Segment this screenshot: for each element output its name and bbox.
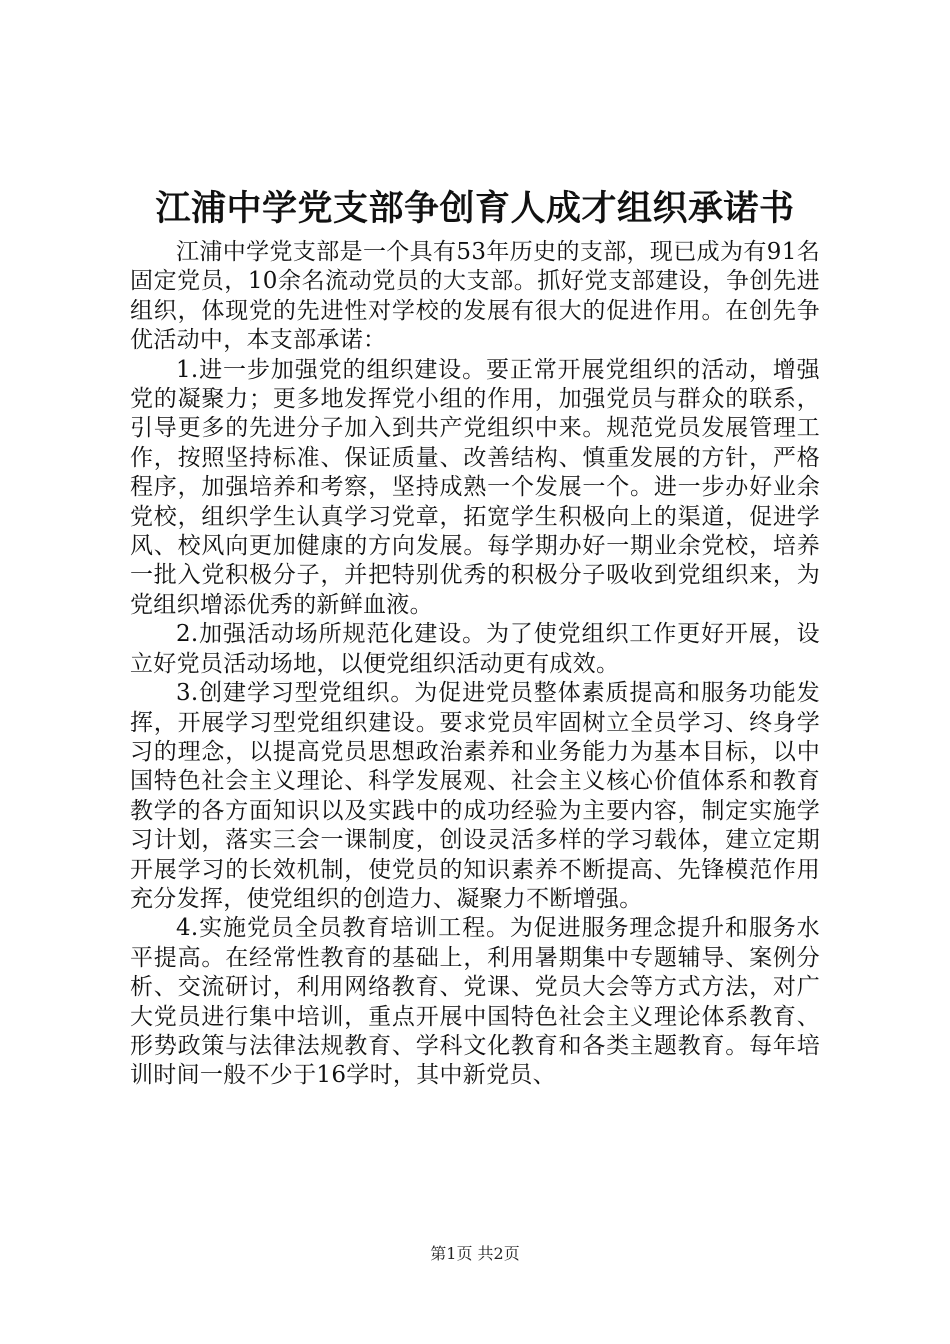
paragraph-item-1: 1.进一步加强党的组织建设。要正常开展党组织的活动，增强党的凝聚力；更多地发挥党小组的作用，加强党员与群众的联系，引导更多的先进分子加入到共产党组织中来。规范党员发展管理工作，按照坚持标准、保证质量、改善结构、慎重发展的方针，严格程序，加强培养和考察，坚持成熟一个发展一个。进一步办好业余党校，组织学生认真学习党章，拓宽学生积极向上的渠道，促进学风、校风向更加健康的方向发展。每学期办好一期业余党校，培养一批入党积极分子，并把特别优秀的积极分子吸收到党组织来，为党组织增添优秀的新鲜血液。 (130, 356, 820, 618)
page-number-footer: 第1页 共2页 (430, 1244, 520, 1263)
paragraph-item-3: 3.创建学习型党组织。为促进党员整体素质提高和服务功能发挥，开展学习型党组织建设。要求党员牢固树立全员学习、终身学习的理念，以提高党员思想政治素养和业务能力为基本目标，以中国特色社会主义理论、科学发展观、社会主义核心价值体系和教育教学的各方面知识以及实践中的成功经验为主要内容，制定实施学习计划，落实三会一课制度，创设灵活多样的学习载体，建立定期开展学习的长效机制，使党员的知识素养不断提高、先锋模范作用充分发挥，使党组织的创造力、凝聚力不断增强。 (130, 680, 820, 912)
paragraph-intro: 江浦中学党支部是一个具有53年历史的支部，现已成为有91名固定党员，10余名流动党员的大支部。抓好党支部建设，争创先进组织，体现党的先进性对学校的发展有很大的促进作用。在创先争优活动中，本支部承诺： (130, 239, 820, 354)
paragraph-item-4: 4.实施党员全员教育培训工程。为促进服务理念提升和服务水平提高。在经常性教育的基础上，利用暑期集中专题辅导、案例分析、交流研讨，利用网络教育、党课、党员大会等方式方法，对广大党员进行集中培训，重点开展中国特色社会主义理论体系教育、形势政策与法律法规教育、学科文化教育和各类主题教育。每年培训时间一般不少于16学时，其中新党员、 (130, 915, 820, 1089)
document-body (130, 238, 820, 1091)
document-title: 江浦中学党支部争创育人成才组织承诺书 (155, 188, 795, 229)
paragraph-item-2: 2.加强活动场所规范化建设。为了使党组织工作更好开展，设立好党员活动场地，以便党组织活动更有成效。 (130, 621, 820, 677)
